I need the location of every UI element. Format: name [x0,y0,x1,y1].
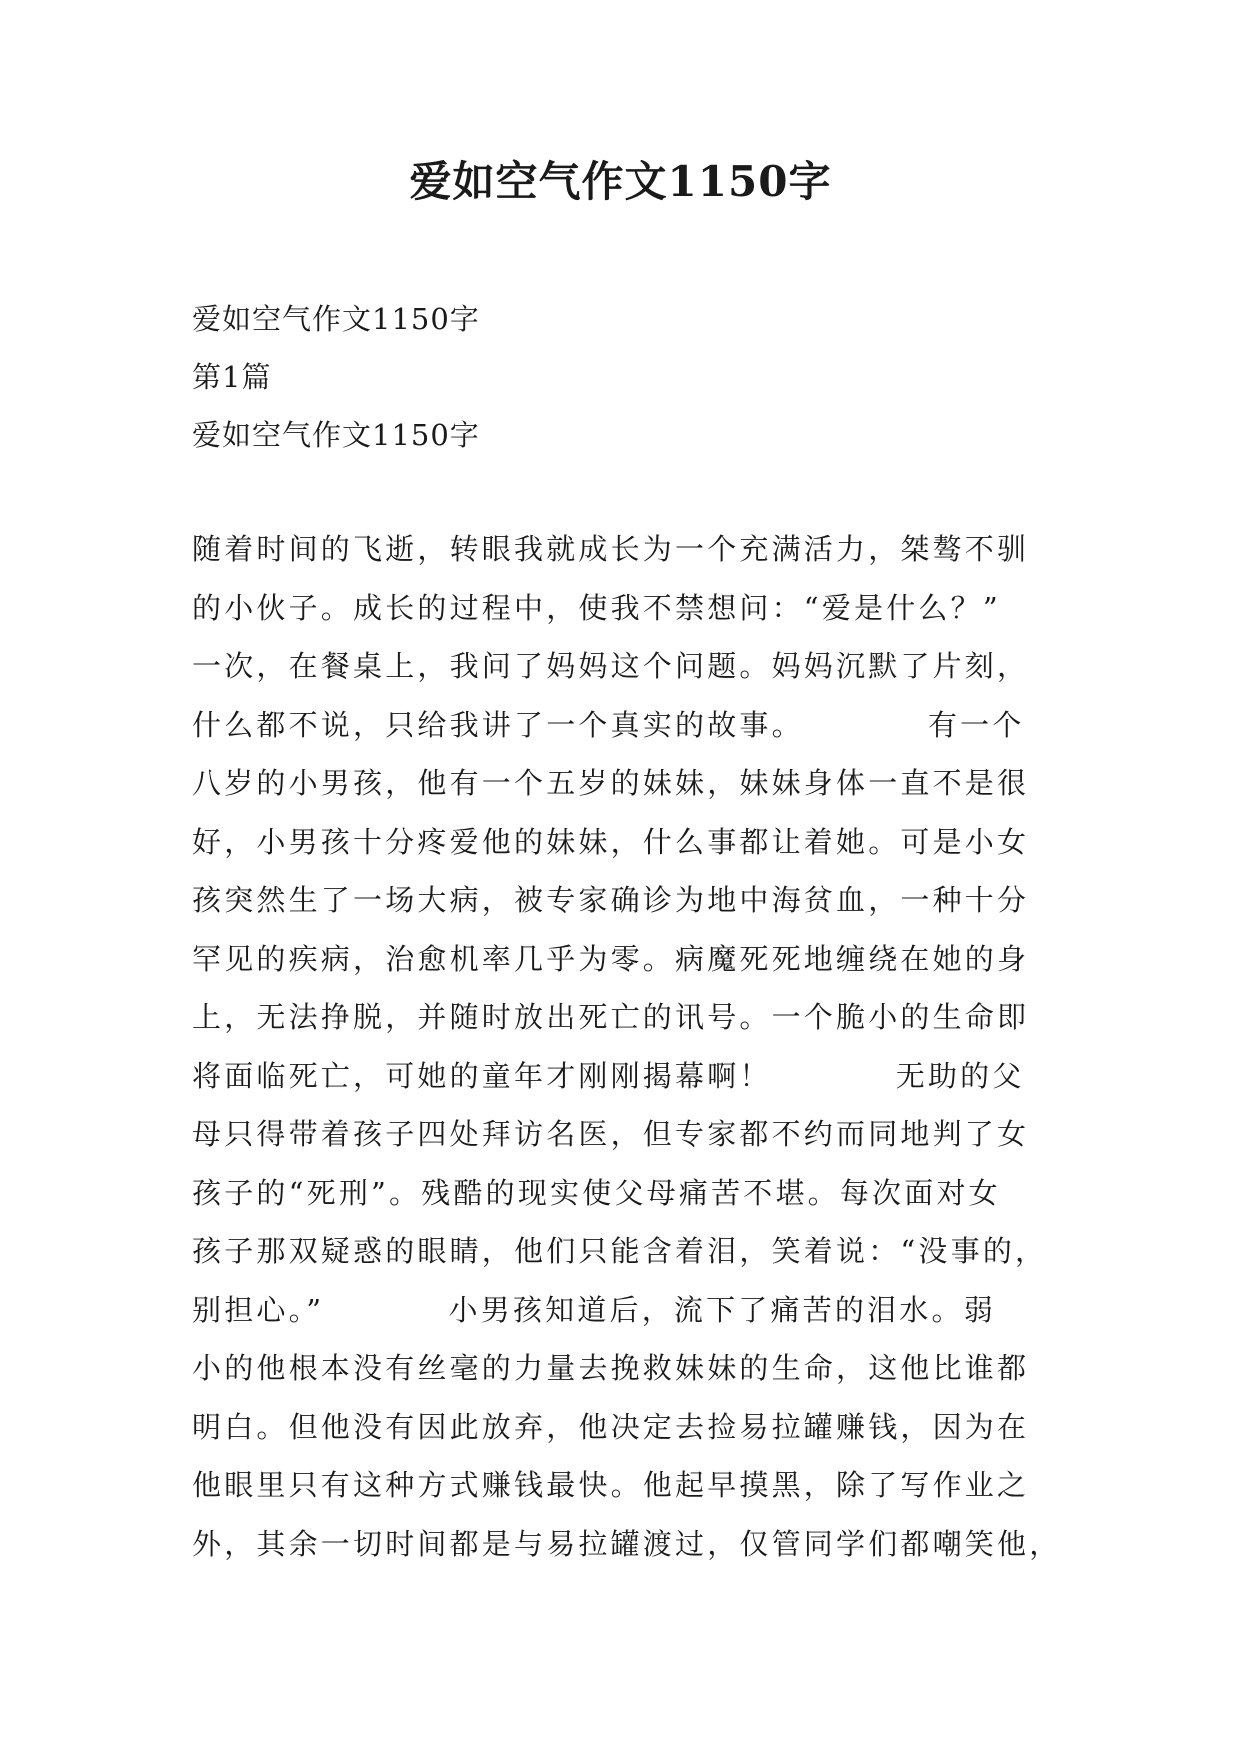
body-line: 别担心。” 小男孩知道后，流下了痛苦的泪水。弱 [192,1292,996,1327]
body-line: 母只得带着孩子四处拜访名医，但专家都不约而同地判了女 [192,1117,1030,1151]
body-line: 好，小男孩十分疼爱他的妹妹，什么事都让着她。可是小女 [192,824,1030,859]
body-line: 随着时间的飞逝，转眼我就成长为一个充满活力，桀骜不驯 [192,532,1030,566]
body-line: 上，无法挣脱，并随时放出死亡的讯号。一个脆小的生命即 [192,1000,1030,1034]
body-line: 孩突然生了一场大病，被专家确诊为地中海贫血，一种十分 [192,883,1030,917]
body-line: 孩子那双疑惑的眼睛，他们只能含着泪，笑着说：“没事的， [192,1234,1048,1268]
meta-subtitle: 爱如空气作文1150字 [192,302,480,336]
body-line: 什么都不说，只给我讲了一个真实的故事。 有一个 [192,707,1025,742]
body-line: 一次，在餐桌上，我问了妈妈这个问题。妈妈沉默了片刻， [192,649,1030,683]
body-line: 外，其余一切时间都是与易拉罐渡过，仅管同学们都嘲笑他， [192,1526,1062,1561]
body-line: 明白。但他没有因此放弃，他决定去捡易拉罐赚钱，因为在 [192,1409,1030,1444]
body-line: 的小伙子。成长的过程中，使我不禁想问：“爱是什么？” [192,590,1001,625]
body-line: 八岁的小男孩，他有一个五岁的妹妹，妹妹身体一直不是很 [192,766,1030,800]
meta-chapter-number: 第1篇 [192,360,272,394]
body-line: 小的他根本没有丝毫的力量去挽救妹妹的生命，这他比谁都 [192,1351,1030,1385]
body-line: 罕见的疾病，治愈机率几乎为零。病魔死死地缠绕在她的身 [192,941,1030,976]
document-title: 爱如空气作文1150字 [409,157,832,206]
meta-chapter-title: 爱如空气作文1150字 [192,418,480,452]
document-meta [192,290,1072,464]
body-line: 孩子的“死刑”。残酷的现实使父母痛苦不堪。每次面对女 [192,1175,1001,1210]
document-body [192,520,1072,1573]
body-line: 将面临死亡，可她的童年才刚刚揭幕啊！ 无助的父 [192,1058,1025,1093]
body-line: 他眼里只有这种方式赚钱最快。他起早摸黑，除了写作业之 [192,1468,1030,1502]
